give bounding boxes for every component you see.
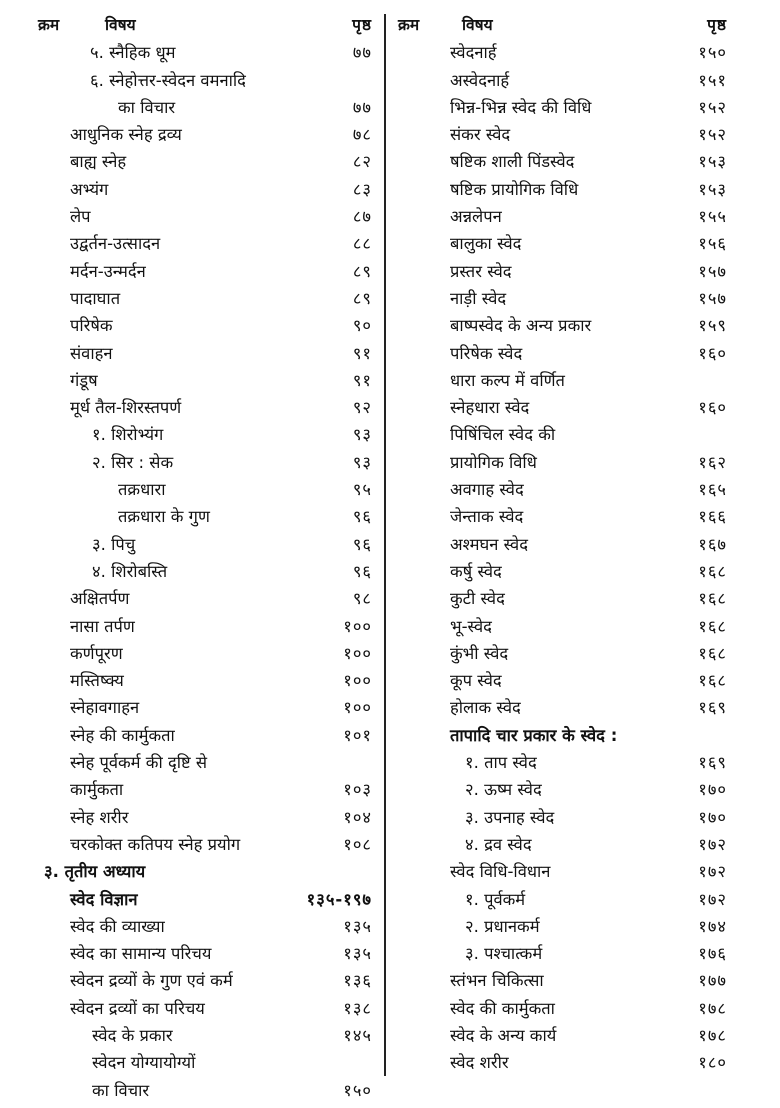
toc-entry [390,367,735,394]
toc-entry [0,176,380,203]
toc-entry-page: १८० [698,1053,727,1073]
toc-entry-page: १०० [343,698,372,718]
toc-entry-title: लेप [70,207,91,227]
toc-entry [390,1049,735,1076]
toc-entry-page: १३६ [343,971,372,991]
toc-entry-title: स्वेद की कार्मुकता [450,998,555,1018]
toc-entry [0,39,380,66]
toc-entry-title: गंडूष [70,370,98,390]
toc-entry [390,449,735,476]
toc-entry-page: १५६ [698,234,727,254]
toc-entry-page: ८९ [352,261,372,281]
toc-entry [0,1022,380,1049]
toc-header [390,12,735,39]
toc-entry-title: मर्दन-उन्मर्दन [70,261,146,281]
toc-entry-page: १६८ [698,616,727,636]
toc-entry-title: बाह्य स्नेह [70,152,127,172]
toc-entry [390,148,735,175]
toc-entry-page: १७० [698,780,727,800]
toc-entry [0,1049,380,1076]
toc-entry-page: १६७ [698,534,727,554]
toc-entry-title: होलाक स्वेद [450,698,521,718]
toc-entry-page: १७८ [698,998,727,1018]
toc-entry-title: का विचार [118,97,176,117]
toc-entry-page: १०३ [343,780,372,800]
toc-entry [390,203,735,230]
toc-entry [390,858,735,885]
toc-entry-title: नाड़ी स्वेद [450,288,507,308]
toc-entry [0,503,380,530]
toc-entry-title: पिषिंचिल स्वेद की [450,425,556,445]
toc-entry [0,694,380,721]
toc-entry-title: संकर स्वेद [450,125,511,145]
toc-right-column [390,12,735,1077]
toc-entry [0,121,380,148]
toc-entry-title: धारा कल्प में वर्णित [450,370,565,390]
toc-entry-page: १६९ [698,698,727,718]
toc-entry-title: चरकोक्त कतिपय स्नेह प्रयोग [70,834,241,854]
toc-entry [0,585,380,612]
toc-entry-title: १. पूर्वकर्म [465,889,526,909]
toc-entry [0,421,380,448]
toc-entry-page: १५७ [698,288,727,308]
toc-entry-page: १५५ [698,207,727,227]
toc-entry-title: स्वेदन योग्यायोग्यों [92,1053,196,1073]
toc-entry-page: १७२ [698,862,727,882]
toc-entry-page: १६० [698,398,727,418]
toc-entry [0,940,380,967]
toc-entry [390,667,735,694]
toc-entry-page: ९६ [352,534,372,554]
toc-entry-title: स्नेहधारा स्वेद [450,398,530,418]
toc-entry-page: १६९ [698,753,727,773]
toc-entry [0,886,380,913]
toc-entry [0,367,380,394]
toc-entry [0,913,380,940]
toc-entry-title: स्वेद शरीर [450,1053,509,1073]
toc-entry-page: १५३ [698,152,727,172]
toc-entry-title: स्नेह पूर्वकर्म की दृष्टि से [70,753,208,773]
toc-entry-title: अस्वेदनार्ह [450,70,510,90]
toc-entry-page: ७७ [352,43,372,63]
toc-entry-title: पादाघात [70,288,121,308]
toc-entry [390,886,735,913]
toc-entry [390,176,735,203]
toc-entry-page: ८३ [352,179,372,199]
toc-entry [0,804,380,831]
toc-entry-page: ९१ [352,343,372,363]
toc-entry [390,940,735,967]
toc-entry-page: १६८ [698,589,727,609]
toc-entry [390,39,735,66]
toc-entry-page: ९३ [352,452,372,472]
toc-entry [390,749,735,776]
toc-entry [390,531,735,558]
toc-entry-title: स्वेद के अन्य कार्य [450,1025,557,1045]
toc-entry [390,121,735,148]
toc-entry-title: प्रस्तर स्वेद [450,261,512,281]
toc-entry [0,613,380,640]
toc-entry-title: ६. स्नेहोत्तर-स्वेदन वमनादि [90,70,246,90]
toc-entry-title: कार्मुकता [70,780,124,800]
toc-entry-title: जेन्ताक स्वेद [450,507,524,527]
toc-entry-title: स्वेदन द्रव्यों के गुण एवं कर्म [70,971,233,991]
toc-entry [0,722,380,749]
toc-entry-page: ७८ [352,125,372,145]
toc-entry-page: ८२ [352,152,372,172]
toc-entry-page: १५० [698,43,727,63]
toc-entry [390,312,735,339]
toc-entry-title: स्वेद की व्याख्या [70,916,165,936]
toc-entry-title: मस्तिष्क्य [70,671,124,691]
toc-entry [0,967,380,994]
toc-entry-page: ९६ [352,561,372,581]
toc-entry [0,449,380,476]
toc-entry-page: १३५ [343,944,372,964]
header-prishth: पृष्ठ [352,16,372,34]
toc-entry-title: कुटी स्वेद [450,589,505,609]
toc-entry [0,230,380,257]
toc-entry [0,148,380,175]
toc-entry-title: स्वेदन द्रव्यों का परिचय [70,998,205,1018]
toc-entry-page: १५३ [698,179,727,199]
toc-entry-title: स्वेदनार्ह [450,43,497,63]
toc-entry-title: अक्षितर्पण [70,589,130,609]
toc-entry-page: १७२ [698,834,727,854]
toc-entry-title: स्नेहावगाहन [70,698,140,718]
toc-entry [390,394,735,421]
toc-entry-page: १०० [343,616,372,636]
toc-entry [0,558,380,585]
toc-entry-page: ९२ [352,398,372,418]
toc-entry-title: स्वेद के प्रकार [92,1025,173,1045]
toc-entry-page: १६८ [698,671,727,691]
toc-entry [0,94,380,121]
toc-entry-page: ९० [352,316,372,336]
toc-entry [390,967,735,994]
toc-entry-page: १०० [343,671,372,691]
toc-entry-title: ३. तृतीय अध्याय [44,862,146,882]
toc-entry-title: बालुका स्वेद [450,234,522,254]
toc-entry [0,258,380,285]
toc-entry [0,203,380,230]
toc-entry-title: कर्णपूरण [70,643,123,663]
toc-entry-title: संवाहन [70,343,113,363]
toc-entry-page: ८७ [352,207,372,227]
toc-entry-title: कर्षु स्वेद [450,561,502,581]
toc-entry-title: स्नेह की कार्मुकता [70,725,175,745]
toc-entry-title: नासा तर्पण [70,616,135,636]
toc-entry-page: १०४ [343,807,372,827]
toc-entry-title: तक्रधारा के गुण [118,507,210,527]
toc-entry [390,230,735,257]
toc-entry-title: षष्टिक प्रायोगिक विधि [450,179,579,199]
toc-entry-page: १३८ [343,998,372,1018]
toc-entry [390,340,735,367]
toc-entry-title: परिषेक स्वेद [450,343,523,363]
toc-entry-page: १७२ [698,889,727,909]
toc-entry-page: १७८ [698,1025,727,1045]
toc-entry [390,776,735,803]
header-vishay: विषय [105,16,136,34]
toc-entry [390,503,735,530]
toc-entry [390,1022,735,1049]
toc-entry [390,585,735,612]
toc-entry-page: १७६ [698,944,727,964]
toc-entry [390,67,735,94]
toc-entry-title: परिषेक [70,316,113,336]
toc-entry [0,640,380,667]
toc-entry-page: १६६ [698,507,727,527]
toc-left-column [0,12,380,1104]
toc-entry-page: १७७ [698,971,727,991]
toc-entry-page: १६५ [698,480,727,500]
toc-entry-title: २. प्रधानकर्म [465,916,540,936]
toc-entry-page: ९३ [352,425,372,445]
toc-entry [0,67,380,94]
toc-entry-title: बाष्पस्वेद के अन्य प्रकार [450,316,592,336]
toc-entry [390,831,735,858]
toc-entry-title: आधुनिक स्नेह द्रव्य [70,125,182,145]
toc-entry-page: ९१ [352,370,372,390]
toc-entry-page: ९६ [352,507,372,527]
toc-entry-title: ३. उपनाह स्वेद [465,807,555,827]
header-kram: क्रम [398,16,420,34]
toc-entry-page: १०० [343,643,372,663]
toc-entry [390,640,735,667]
toc-entry-page: १५९ [698,316,727,336]
toc-entry-title: स्वेद विधि-विधान [450,862,551,882]
toc-entry-title: ३. पिचु [92,534,136,554]
toc-entry-page: १६२ [698,452,727,472]
toc-entry-title: अन्नलेपन [450,207,502,227]
toc-entry [390,995,735,1022]
header-vishay: विषय [462,16,493,34]
toc-entry-title: अभ्यंग [70,179,109,199]
toc-entry-page: १५० [343,1080,372,1100]
toc-entry-page: १०८ [343,834,372,854]
toc-entry-title: स्नेह शरीर [70,807,129,827]
toc-entry-title: का विचार [92,1080,150,1100]
toc-entry [0,394,380,421]
toc-entry-page: १५२ [698,97,727,117]
toc-entry-page: १३५-१९७ [306,889,372,909]
toc-entry-title: भिन्न-भिन्न स्वेद की विधि [450,97,592,117]
toc-entry-page: १७० [698,807,727,827]
toc-header [0,12,380,39]
toc-entry [390,558,735,585]
toc-entry-title: ४. द्रव स्वेद [465,834,532,854]
toc-entry-title: तक्रधारा [118,480,166,500]
toc-entry-title: ५. स्नैहिक धूम [90,43,176,63]
toc-entry [390,694,735,721]
toc-entry-title: स्तंभन चिकित्सा [450,971,544,991]
toc-entry [0,340,380,367]
toc-entry-page: १६८ [698,561,727,581]
toc-entry [0,476,380,503]
toc-entry-title: प्रायोगिक विधि [450,452,537,472]
toc-entry-page: ९५ [352,480,372,500]
toc-entry-title: षष्टिक शाली पिंडस्वेद [450,152,575,172]
toc-entry-page: १०१ [343,725,372,745]
toc-entry-page: १५२ [698,125,727,145]
toc-entry [0,831,380,858]
toc-entry-page: ८९ [352,288,372,308]
toc-entry-title: १. शिरोभ्यंग [92,425,164,445]
toc-entry [390,613,735,640]
toc-entry-page: १४५ [343,1025,372,1045]
toc-entry [0,749,380,776]
toc-entry-title: अश्मघन स्वेद [450,534,528,554]
toc-entry [390,913,735,940]
header-prishth: पृष्ठ [707,16,727,34]
toc-entry [0,285,380,312]
toc-entry [0,312,380,339]
toc-entry-title: तापादि चार प्रकार के स्वेद : [450,725,618,745]
toc-entry-title: १. ताप स्वेद [465,753,537,773]
toc-entry-title: ४. शिरोबस्ति [92,561,168,581]
toc-entry-title: उद्वर्तन-उत्सादन [70,234,161,254]
toc-entry [0,995,380,1022]
toc-entry [390,722,735,749]
header-kram: क्रम [38,16,60,34]
toc-entry [0,667,380,694]
toc-entry-title: मूर्ध तैल-शिरस्तपर्ण [70,398,182,418]
toc-entry-page: १७४ [698,916,727,936]
toc-entry-page: ९८ [352,589,372,609]
toc-entry-page: १६० [698,343,727,363]
toc-entry-title: २. ऊष्म स्वेद [465,780,542,800]
toc-entry [0,858,380,885]
toc-entry-title: कूप स्वेद [450,671,502,691]
toc-entry-title: स्वेद विज्ञान [70,889,138,909]
toc-entry-page: ८८ [352,234,372,254]
toc-entry-page: १५७ [698,261,727,281]
column-divider [384,14,386,1076]
toc-entry-title: ३. पश्चात्कर्म [465,944,543,964]
toc-entry-title: स्वेद का सामान्य परिचय [70,944,212,964]
toc-entry-page: ७७ [352,97,372,117]
toc-entry [0,776,380,803]
toc-entry [390,476,735,503]
toc-entry [390,94,735,121]
toc-entry-title: २. सिर : सेक [92,452,174,472]
toc-entry [0,1077,380,1104]
toc-entry-title: भू-स्वेद [450,616,492,636]
toc-entry [0,531,380,558]
toc-entry [390,285,735,312]
toc-entry-page: १६८ [698,643,727,663]
toc-entry-title: कुंभी स्वेद [450,643,509,663]
toc-entry-title: अवगाह स्वेद [450,480,524,500]
toc-entry [390,421,735,448]
toc-entry [390,804,735,831]
toc-entry [390,258,735,285]
toc-entry-page: १५१ [698,70,727,90]
toc-entry-page: १३५ [343,916,372,936]
